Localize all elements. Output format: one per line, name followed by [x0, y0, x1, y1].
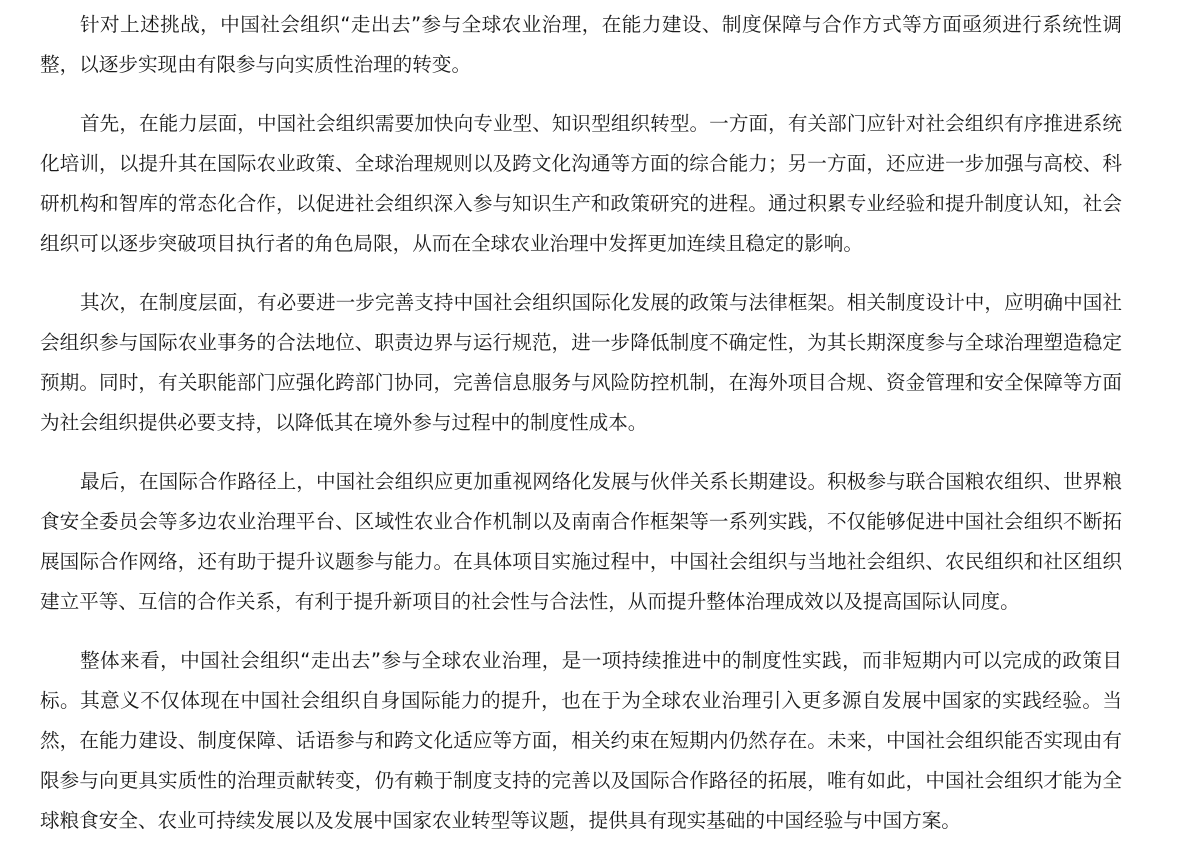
article-body [40, 5, 1122, 860]
paragraph-institution: 其次，在制度层面，有必要进一步完善支持中国社会组织国际化发展的政策与法律框架。相关制度设计中，应明确中国社会组织参与国际农业事务的合法地位、职责边界与运行规范，进一步降低制度不确定性，为其长期深度参与全球治理塑造稳定预期。同时，有关职能部门应强化跨部门协同，完善信息服务与风险防控机制，在海外项目合规、资金管理和安全保障等方面为社会组织提供必要支持，以降低其在境外参与过程中的制度性成本。 [40, 291, 1122, 434]
paragraph-cooperation: 最后，在国际合作路径上，中国社会组织应更加重视网络化发展与伙伴关系长期建设。积极参与联合国粮农组织、世界粮食安全委员会等多边农业治理平台、区域性农业合作机制以及南南合作框架等一系列实践，不仅能够促进中国社会组织不断拓展国际合作网络，还有助于提升议题参与能力。在具体项目实施过程中，中国社会组织与当地社会组织、农民组织和社区组织建立平等、互信的合作关系，有利于提升新项目的社会性与合法性，从而提升整体治理成效以及提高国际认同度。 [40, 470, 1122, 613]
paragraph-conclusion: 整体来看，中国社会组织“走出去”参与全球农业治理，是一项持续推进中的制度性实践，而非短期内可以完成的政策目标。其意义不仅体现在中国社会组织自身国际能力的提升，也在于为全球农业治理引入更多源自发展中国家的实践经验。当然，在能力建设、制度保障、话语参与和跨文化适应等方面，相关约束在短期内仍然存在。未来，中国社会组织能否实现由有限参与向更具实质性的治理贡献转变，仍有赖于制度支持的完善以及国际合作路径的拓展，唯有如此，中国社会组织才能为全球粮食安全、农业可持续发展以及发展中国家农业转型等议题，提供具有现实基础的中国经验与中国方案。 [40, 649, 1122, 832]
paragraph-intro: 针对上述挑战，中国社会组织“走出去”参与全球农业治理，在能力建设、制度保障与合作方式等方面亟须进行系统性调整，以逐步实现由有限参与向实质性治理的转变。 [40, 13, 1122, 76]
paragraph-capacity: 首先，在能力层面，中国社会组织需要加快向专业型、知识型组织转型。一方面，有关部门应针对社会组织有序推进系统化培训，以提升其在国际农业政策、全球治理规则以及跨文化沟通等方面的综合能力；另一方面，还应进一步加强与高校、科研机构和智库的常态化合作，以促进社会组织深入参与知识生产和政策研究的进程。通过积累专业经验和提升制度认知，社会组织可以逐步突破项目执行者的角色局限，从而在全球农业治理中发挥更加连续且稳定的影响。 [40, 112, 1122, 255]
